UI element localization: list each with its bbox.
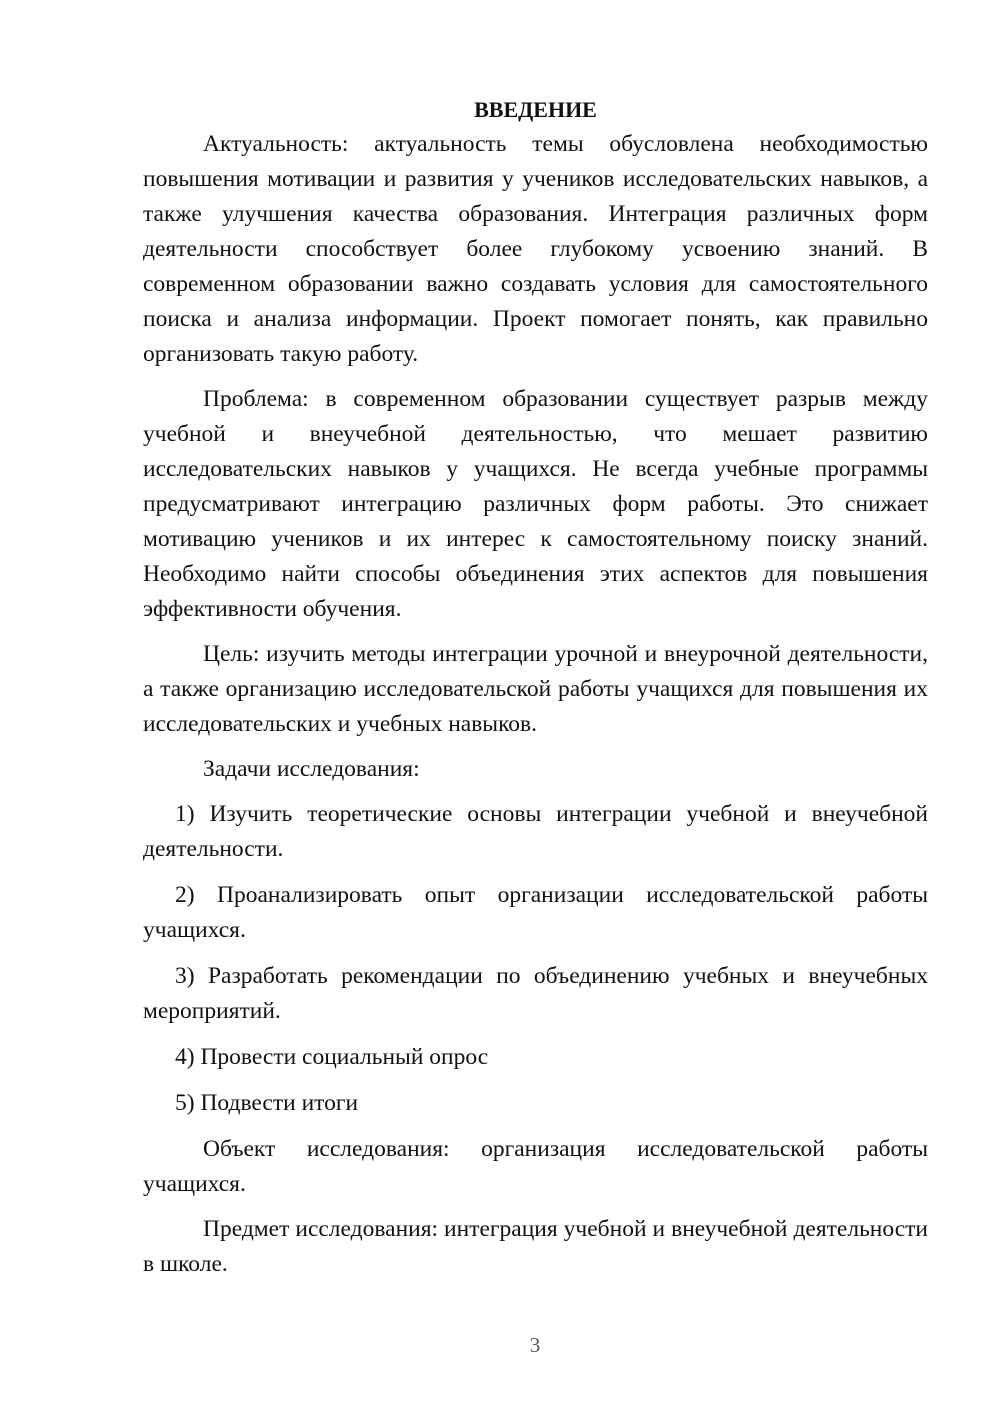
goal-paragraph: Цель: изучить методы интеграции урочной и внеурочной деятельности, а также организацию исследовательской работы учащихся для повышения их исследовательских и учебных навыков. [143, 641, 928, 737]
task-item: 5) Подвести итоги [175, 1090, 359, 1116]
tasks-heading: Задачи исследования: [203, 756, 420, 782]
problem-paragraph: Проблема: в современном образовании существует разрыв между учебной и внеучебной деятельностью, что мешает развитию исследовательских навыков у учащихся. Не всегда учебные программы предусматривают интеграцию различных форм работы. Это снижает мотивацию учеников и их интерес к самостоятельному поиску знаний. Необходимо найти способы объединения этих аспектов для повышения эффективности обучения. [143, 386, 928, 622]
subject-paragraph: Предмет исследования: интеграция учебной и внеучебной деятельности в школе. [143, 1216, 928, 1277]
task-item: 4) Провести социальный опрос [175, 1044, 489, 1070]
task-item: 1) Изучить теоретические основы интеграции учебной и внеучебной деятельности. [143, 801, 928, 862]
page-number: 3 [529, 1333, 541, 1357]
task-item: 3) Разработать рекомендации по объединению учебных и внеучебных мероприятий. [143, 963, 928, 1024]
page-content [143, 92, 928, 1292]
section-title: ВВЕДЕНИЕ [474, 97, 597, 122]
relevance-paragraph: Актуальность: актуальность темы обусловлена необходимостью повышения мотивации и развития у учеников исследовательских навыков, а также улучшения качества образования. Интеграция различных форм деятельности способствует более глубокому усвоению знаний. В современном образовании важно создавать условия для самостоятельного поиска и анализа информации. Проект помогает понять, как правильно организовать такую работу. [143, 131, 928, 367]
task-item: 2) Проанализировать опыт организации исследовательской работы учащихся. [143, 882, 928, 943]
object-paragraph: Объект исследования: организация исследовательской работы учащихся. [143, 1136, 928, 1197]
